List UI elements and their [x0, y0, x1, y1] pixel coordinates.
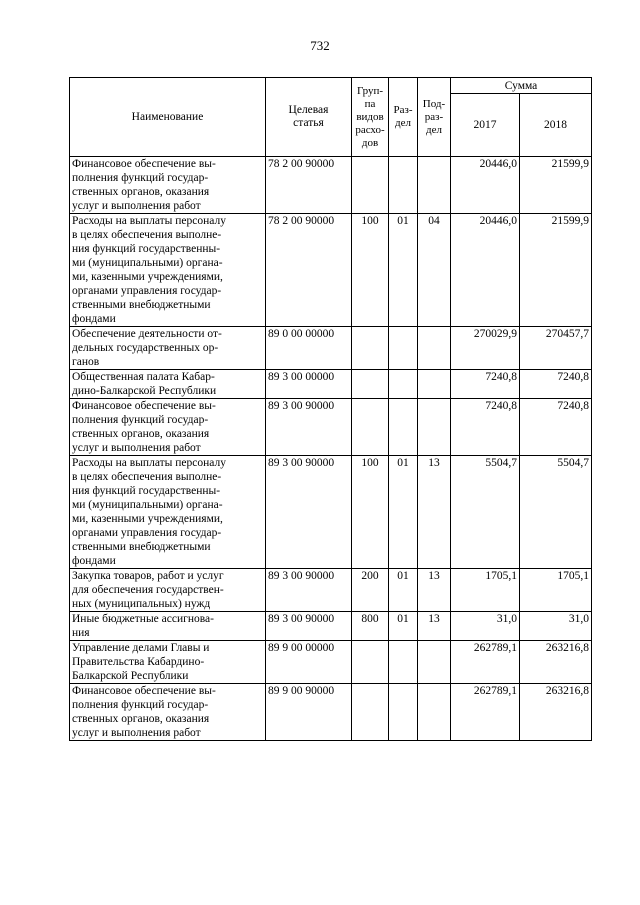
table-row [70, 612, 592, 641]
row-sum-2017: 20446,0 [451, 214, 520, 327]
col-header-subsection [418, 78, 451, 157]
row-name-line: ния [72, 627, 90, 639]
row-subsection [418, 327, 451, 370]
row-sum-2017: 7240,8 [451, 370, 520, 399]
row-section [389, 157, 418, 214]
row-section: 01 [389, 569, 418, 612]
row-section [389, 641, 418, 684]
row-name-line: ми, казенными учреждениями, [72, 271, 223, 283]
row-name-line: в целях обеспечения выполне- [72, 229, 222, 241]
row-name-line: Финансовое обеспечение вы- [72, 158, 216, 170]
row-name-line: для обеспечения государствен- [72, 584, 224, 596]
row-section [389, 399, 418, 456]
row-name-line: фондами [72, 313, 116, 325]
row-target-code: 89 9 00 90000 [266, 684, 352, 741]
col-header-name: Наименование [70, 78, 266, 157]
header-row-top [70, 78, 592, 94]
col-header-target-line: статья [293, 117, 324, 129]
row-name-line: ственными внебюджетными [72, 299, 211, 311]
row-name-line: Расходы на выплаты персоналу [72, 215, 226, 227]
row-name-line: Обеспечение деятельности от- [72, 328, 222, 340]
row-name-line: дино-Балкарской Республики [72, 385, 217, 397]
table-row [70, 214, 592, 327]
row-name-line: Расходы на выплаты персоналу [72, 457, 226, 469]
row-name-line: ния функций государственны- [72, 485, 221, 497]
row-name-line: Закупка товаров, работ и услуг [72, 570, 224, 582]
row-group: 800 [352, 612, 389, 641]
row-group [352, 684, 389, 741]
row-section: 01 [389, 612, 418, 641]
row-target-code: 78 2 00 90000 [266, 214, 352, 327]
row-name [70, 456, 266, 569]
row-subsection: 13 [418, 612, 451, 641]
row-section [389, 684, 418, 741]
row-name [70, 684, 266, 741]
row-sum-2017: 1705,1 [451, 569, 520, 612]
row-name-line: ственными внебюджетными [72, 541, 211, 553]
table-body [70, 157, 592, 741]
row-target-code: 78 2 00 90000 [266, 157, 352, 214]
row-group: 100 [352, 456, 389, 569]
row-section [389, 370, 418, 399]
row-name-line: Финансовое обеспечение вы- [72, 685, 216, 697]
row-section [389, 327, 418, 370]
row-name [70, 370, 266, 399]
row-name-line: в целях обеспечения выполне- [72, 471, 222, 483]
row-sum-2018: 5504,7 [520, 456, 592, 569]
row-name [70, 569, 266, 612]
row-name [70, 214, 266, 327]
col-header-2018: 2018 [520, 94, 592, 157]
row-name [70, 399, 266, 456]
table-row [70, 327, 592, 370]
row-name-line: органами управления государ- [72, 527, 222, 539]
row-name-line: ми (муниципальными) органа- [72, 257, 223, 269]
row-sum-2017: 270029,9 [451, 327, 520, 370]
row-name [70, 327, 266, 370]
row-name-line: полнения функций государ- [72, 414, 209, 426]
row-name-line: ных (муниципальных) нужд [72, 598, 211, 610]
page-number: 732 [310, 38, 330, 53]
row-sum-2018: 263216,8 [520, 684, 592, 741]
table-row [70, 569, 592, 612]
table-row [70, 370, 592, 399]
row-name [70, 612, 266, 641]
row-subsection [418, 399, 451, 456]
row-sum-2018: 263216,8 [520, 641, 592, 684]
row-sum-2018: 21599,9 [520, 214, 592, 327]
row-subsection: 13 [418, 456, 451, 569]
row-subsection: 04 [418, 214, 451, 327]
row-sum-2018: 31,0 [520, 612, 592, 641]
row-group [352, 157, 389, 214]
row-sum-2018: 1705,1 [520, 569, 592, 612]
row-name-line: фондами [72, 555, 116, 567]
row-sum-2017: 31,0 [451, 612, 520, 641]
row-sum-2017: 7240,8 [451, 399, 520, 456]
row-subsection [418, 684, 451, 741]
row-name-line: полнения функций государ- [72, 699, 209, 711]
row-sum-2018: 270457,7 [520, 327, 592, 370]
row-name-line: ганов [72, 356, 100, 368]
table-row [70, 399, 592, 456]
row-name-line: Иные бюджетные ассигнова- [72, 613, 214, 625]
row-sum-2018: 21599,9 [520, 157, 592, 214]
row-subsection [418, 157, 451, 214]
row-group [352, 370, 389, 399]
row-sum-2017: 20446,0 [451, 157, 520, 214]
col-header-subsection-line: Под- [422, 97, 446, 110]
row-section: 01 [389, 456, 418, 569]
row-target-code: 89 9 00 00000 [266, 641, 352, 684]
row-name [70, 641, 266, 684]
row-name-line: ственных органов, оказания [72, 713, 210, 725]
row-name-line: Общественная палата Кабар- [72, 371, 215, 383]
row-group: 200 [352, 569, 389, 612]
row-name-line: Балкарской Республики [72, 670, 189, 682]
row-subsection: 13 [418, 569, 451, 612]
col-header-target-line: Целевая [288, 104, 329, 116]
row-subsection [418, 641, 451, 684]
row-target-code: 89 3 00 90000 [266, 399, 352, 456]
row-sum-2018: 7240,8 [520, 370, 592, 399]
row-name-line: ственных органов, оказания [72, 428, 210, 440]
budget-table [69, 77, 592, 741]
row-name-line: ния функций государственны- [72, 243, 221, 255]
col-header-subsection-line: дел [426, 123, 442, 136]
table-row [70, 157, 592, 214]
row-name-line: услуг и выполнения работ [72, 442, 201, 454]
col-header-section-line: Раз- [393, 104, 413, 116]
row-section: 01 [389, 214, 418, 327]
table-row [70, 456, 592, 569]
col-header-group-line: дов [361, 136, 379, 149]
row-sum-2017: 5504,7 [451, 456, 520, 569]
col-header-target [266, 78, 352, 157]
row-name-line: полнения функций государ- [72, 172, 209, 184]
row-name-line: услуг и выполнения работ [72, 727, 201, 739]
row-sum-2017: 262789,1 [451, 684, 520, 741]
table-row [70, 641, 592, 684]
row-name-line: ми (муниципальными) органа- [72, 499, 223, 511]
row-group: 100 [352, 214, 389, 327]
row-group [352, 327, 389, 370]
row-target-code: 89 3 00 90000 [266, 569, 352, 612]
row-name-line: ми, казенными учреждениями, [72, 513, 223, 525]
col-header-group-line: видов [356, 110, 384, 123]
row-sum-2018: 7240,8 [520, 399, 592, 456]
row-name-line: Управление делами Главы и [72, 642, 210, 654]
col-header-group-line: Груп- [356, 84, 384, 97]
row-name-line: ственных органов, оказания [72, 186, 210, 198]
table-row [70, 684, 592, 741]
col-header-group-line: па [364, 97, 376, 110]
col-header-2017: 2017 [451, 94, 520, 157]
row-name [70, 157, 266, 214]
col-header-section [389, 78, 418, 157]
row-target-code: 89 3 00 90000 [266, 612, 352, 641]
col-header-section-line: дел [395, 117, 411, 129]
row-name-line: услуг и выполнения работ [72, 200, 201, 212]
row-target-code: 89 3 00 90000 [266, 456, 352, 569]
col-header-sum: Сумма [451, 78, 592, 94]
row-group [352, 641, 389, 684]
col-header-group-line: расхо- [355, 123, 385, 136]
row-subsection [418, 370, 451, 399]
col-header-group [352, 78, 389, 157]
row-name-line: Финансовое обеспечение вы- [72, 400, 216, 412]
row-sum-2017: 262789,1 [451, 641, 520, 684]
col-header-subsection-line: раз- [424, 110, 444, 123]
row-target-code: 89 3 00 00000 [266, 370, 352, 399]
row-name-line: дельных государственных ор- [72, 342, 219, 354]
row-name-line: Правительства Кабардино- [72, 656, 205, 668]
row-name-line: органами управления государ- [72, 285, 222, 297]
row-target-code: 89 0 00 00000 [266, 327, 352, 370]
row-group [352, 399, 389, 456]
